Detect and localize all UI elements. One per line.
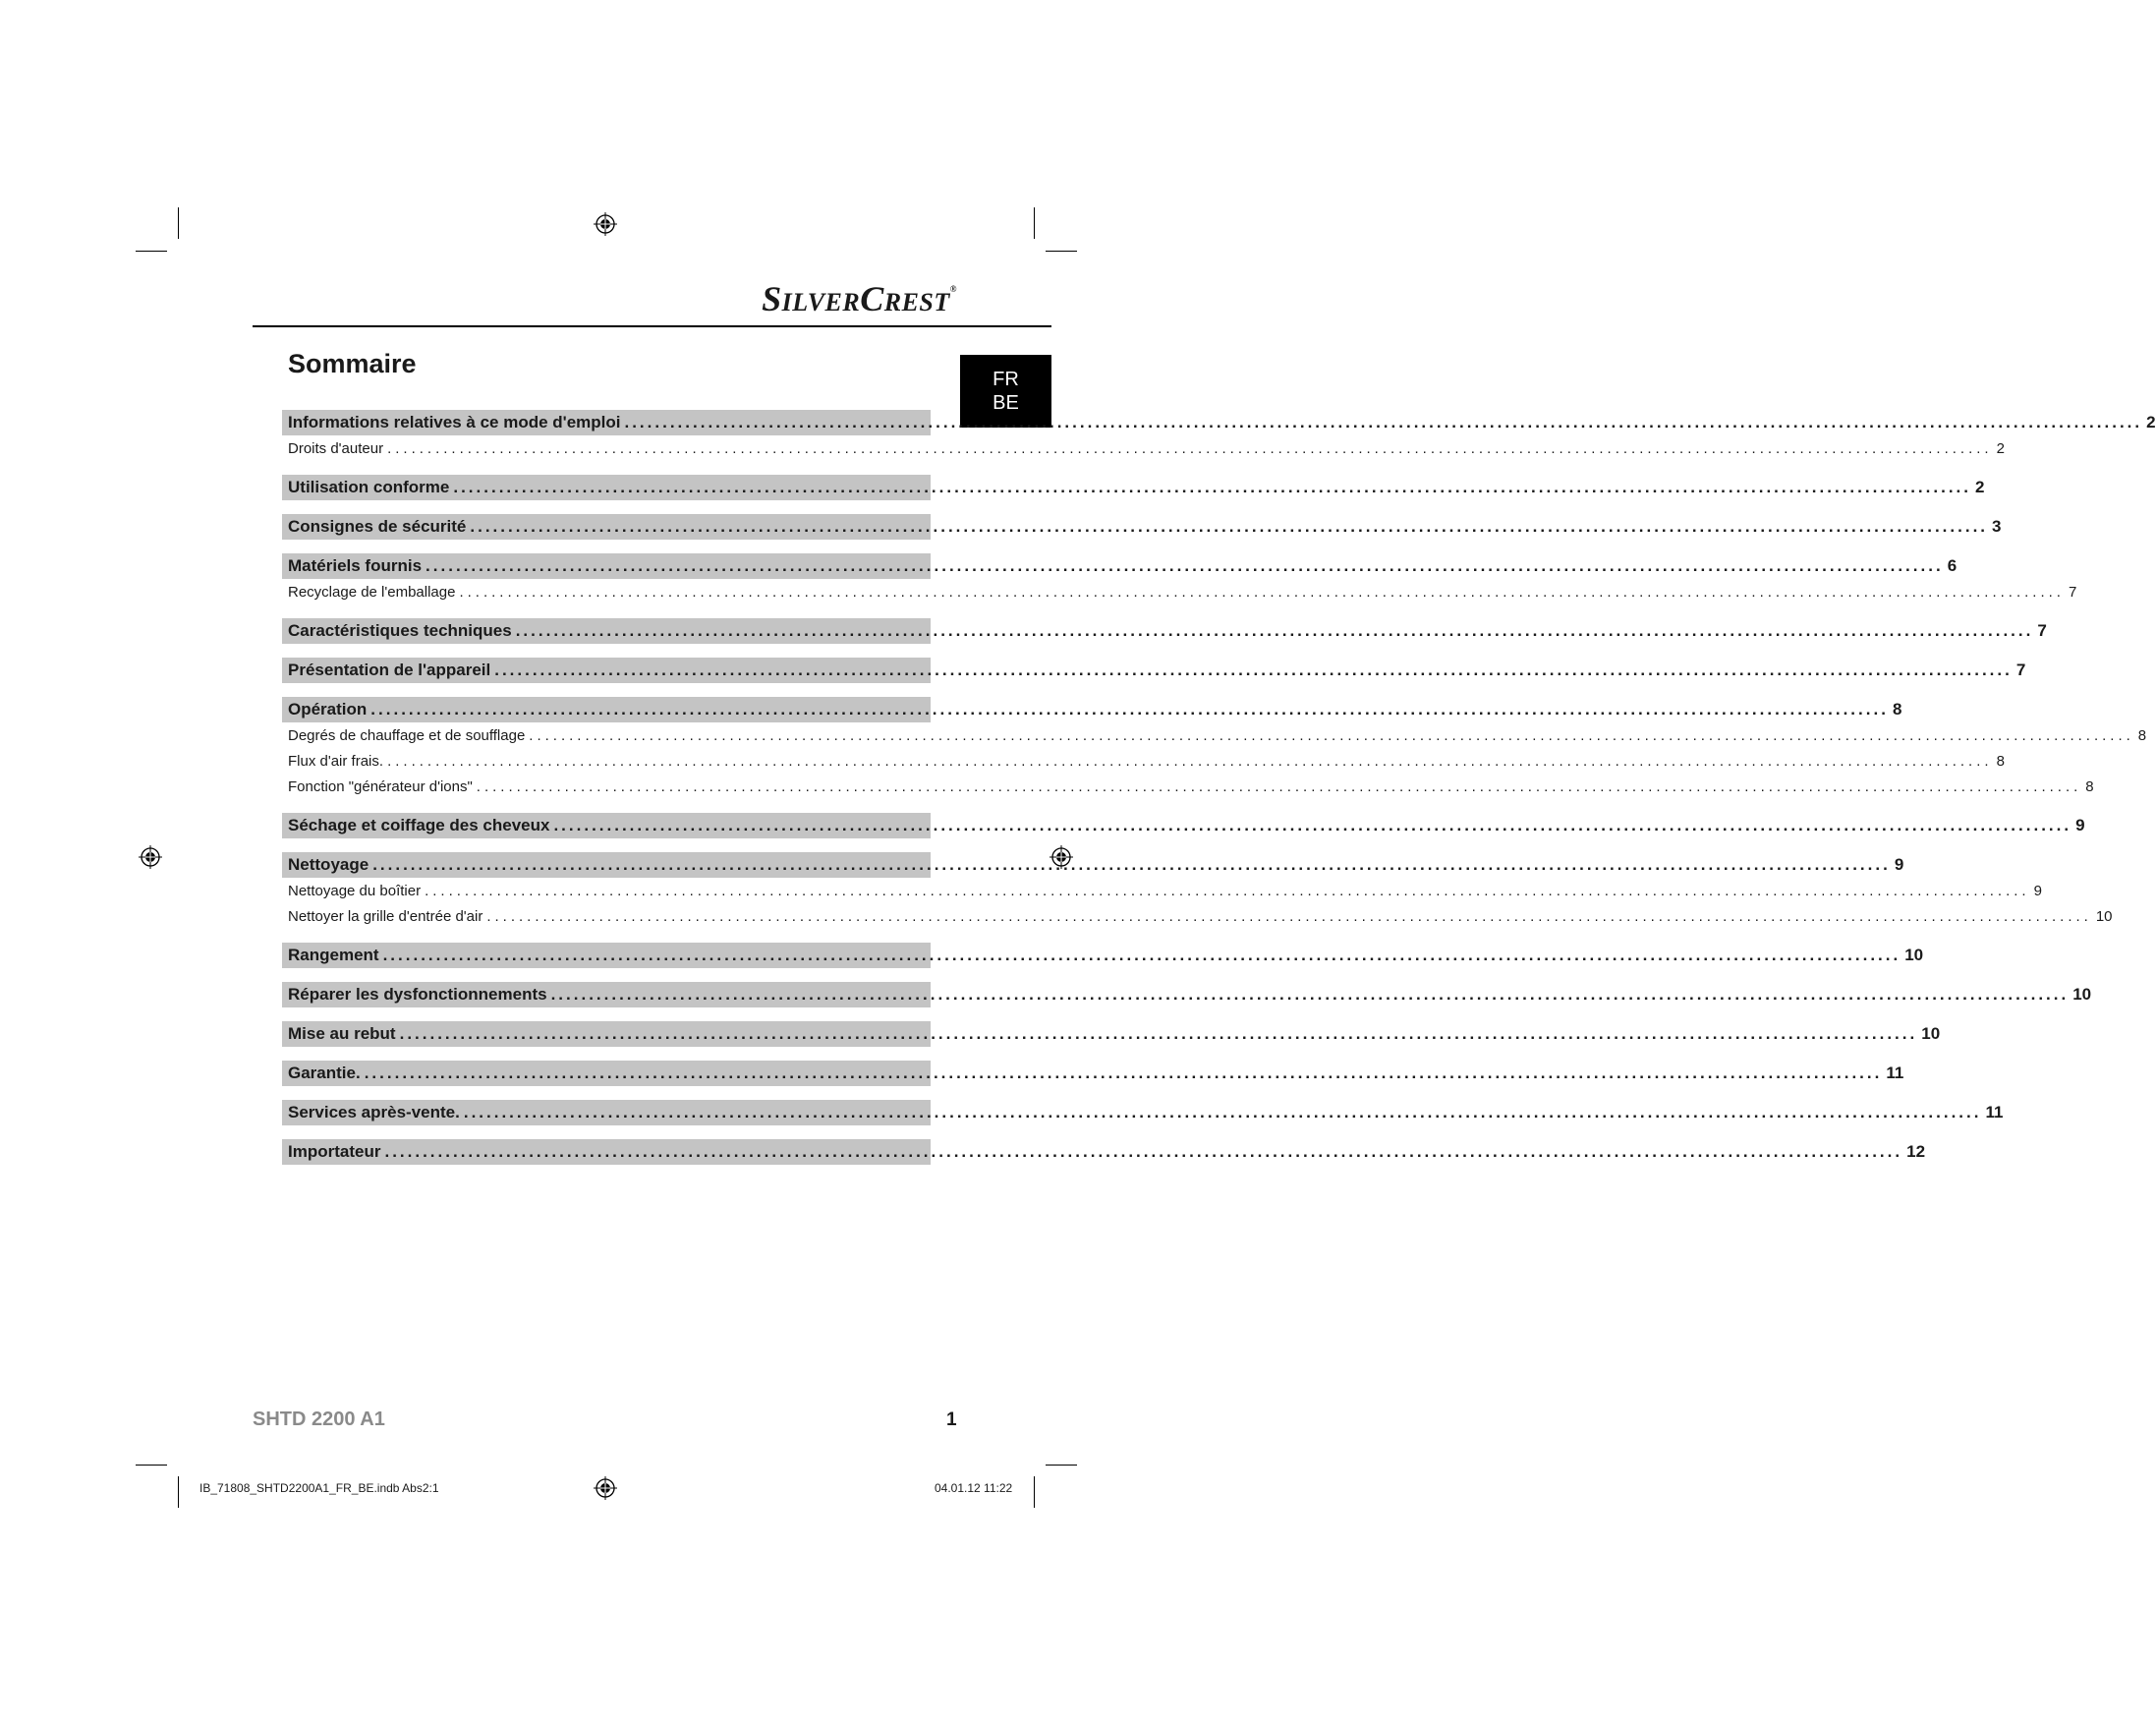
crop-mark — [1034, 1476, 1035, 1508]
toc-page-number: 6 — [1947, 556, 1957, 575]
toc-leader: ........................................................................................................................................................................................................ — [382, 946, 1901, 964]
toc-title: Recyclage de l'emballage — [288, 583, 456, 601]
model-number: SHTD 2200 A1 — [253, 1409, 385, 1430]
toc-leader: ........................................................................................................................................................................................................ — [553, 816, 2072, 834]
registration-mark-icon — [594, 1476, 617, 1500]
toc-page-number: 7 — [2037, 621, 2047, 640]
toc-leader: ........................................................................................................................................................................................................ — [453, 478, 1971, 496]
toc-title: Caractéristiques techniques — [288, 621, 512, 640]
toc-page-number: 8 — [1996, 752, 2005, 770]
toc-leader: ........................................................................................................................................................................................................ — [624, 413, 2143, 431]
toc-section — [282, 1061, 1904, 1086]
toc-leader: ........................................................................................................................................................................................................ — [486, 907, 2092, 925]
toc-leader: ........................................................................................................................................................................................................ — [399, 1024, 1918, 1043]
toc-page-number: 8 — [1892, 700, 1902, 719]
toc-title: Utilisation conforme — [288, 478, 450, 496]
toc-title: Séchage et coiffage des cheveux — [288, 816, 550, 834]
toc-page-number: 10 — [1921, 1024, 1941, 1043]
registration-mark-icon — [594, 212, 617, 236]
toc-page-number: 10 — [2072, 985, 2092, 1004]
print-slug-date: 04.01.12 11:22 — [935, 1481, 1013, 1495]
toc-subsection — [282, 903, 2113, 929]
toc-section — [282, 982, 2092, 1007]
toc-page-number: 12 — [1906, 1142, 1926, 1161]
toc-page-number: 11 — [1985, 1103, 2004, 1121]
toc-title: Nettoyage du boîtier — [288, 882, 422, 899]
toc-page-number: 9 — [2075, 816, 2085, 834]
page-title: Sommaire — [288, 349, 417, 378]
toc-section — [282, 813, 2085, 838]
toc-title: Informations relatives à ce mode d'emploi — [288, 413, 621, 431]
toc-subsection — [282, 435, 2005, 461]
toc-page-number: 7 — [2015, 661, 2026, 679]
toc-title: Réparer les dysfonctionnements — [288, 985, 547, 1004]
toc-page-number: 9 — [2033, 882, 2042, 899]
table-of-contents — [282, 410, 2156, 1165]
toc-title: Nettoyage — [288, 855, 369, 874]
toc-leader: ........................................................................................................................................................................................................ — [550, 985, 2070, 1004]
toc-section — [282, 553, 1957, 579]
crop-mark — [136, 251, 167, 252]
crop-mark — [178, 207, 179, 239]
toc-leader: ........................................................................................................................................................................................................ — [529, 726, 2134, 744]
brand-logo: SILVERCREST® — [762, 279, 957, 318]
toc-section — [282, 658, 2026, 683]
toc-section — [282, 697, 1902, 722]
crop-mark — [1046, 251, 1077, 252]
toc-subsection — [282, 748, 2005, 774]
toc-section — [282, 1139, 1926, 1165]
toc-section — [282, 618, 2047, 644]
toc-page-number: 10 — [2095, 907, 2113, 925]
toc-leader: ........................................................................................................................................................................................................ — [463, 1103, 1982, 1121]
crop-mark — [1034, 207, 1035, 239]
toc-leader: ........................................................................................................................................................................................................ — [425, 882, 2030, 899]
toc-section — [282, 943, 1924, 968]
print-slug-file: IB_71808_SHTD2200A1_FR_BE.indb Abs2:1 — [199, 1481, 439, 1495]
toc-title: Degrés de chauffage et de soufflage — [288, 726, 526, 744]
toc-subsection — [282, 774, 2094, 799]
crop-mark — [136, 1465, 167, 1466]
registration-mark-icon — [139, 845, 162, 869]
toc-leader: ........................................................................................................................................................................................................ — [372, 855, 1891, 874]
toc-leader: ........................................................................................................................................................................................................ — [387, 439, 1993, 457]
toc-title: Fonction "générateur d'ions" — [288, 777, 473, 795]
toc-page-number: 7 — [2068, 583, 2077, 601]
toc-section — [282, 475, 1985, 500]
toc-page-number: 10 — [1904, 946, 1924, 964]
toc-leader: ........................................................................................................................................................................................................ — [494, 661, 2013, 679]
toc-page-number: 8 — [2085, 777, 2094, 795]
toc-leader: ........................................................................................................................................................................................................ — [364, 1064, 1883, 1082]
toc-section — [282, 514, 2002, 540]
toc-section — [282, 410, 2156, 435]
toc-page-number: 3 — [1992, 517, 2002, 536]
toc-title: Droits d'auteur — [288, 439, 384, 457]
toc-leader: ........................................................................................................................................................................................................ — [370, 700, 1889, 719]
header-rule — [253, 325, 1051, 327]
toc-page-number: 8 — [2137, 726, 2147, 744]
toc-leader: ........................................................................................................................................................................................................ — [476, 777, 2082, 795]
toc-title: Matériels fournis — [288, 556, 423, 575]
toc-title: Opération — [288, 700, 368, 719]
toc-title: Services après-vente. — [288, 1103, 460, 1121]
toc-leader: ........................................................................................................................................................................................................ — [459, 583, 2065, 601]
toc-leader: ........................................................................................................................................................................................................ — [515, 621, 2034, 640]
toc-leader: ........................................................................................................................................................................................................ — [387, 752, 1993, 770]
toc-section — [282, 852, 1904, 878]
toc-leader: ........................................................................................................................................................................................................ — [384, 1142, 1903, 1161]
toc-page-number: 2 — [1996, 439, 2005, 457]
toc-title: Garantie. — [288, 1064, 361, 1082]
toc-page-number: 9 — [1894, 855, 1904, 874]
crop-mark — [1046, 1465, 1077, 1466]
toc-page-number: 2 — [2146, 413, 2156, 431]
toc-title: Présentation de l'appareil — [288, 661, 491, 679]
toc-title: Flux d'air frais. — [288, 752, 384, 770]
language-code: BE — [993, 392, 1019, 414]
page-number: 1 — [946, 1409, 957, 1430]
toc-subsection — [282, 722, 2147, 748]
toc-title: Mise au rebut — [288, 1024, 396, 1043]
toc-leader: ........................................................................................................................................................................................................ — [470, 517, 1989, 536]
toc-section — [282, 1021, 1941, 1047]
toc-subsection — [282, 579, 2077, 604]
crop-mark — [178, 1476, 179, 1508]
toc-page-number: 2 — [1975, 478, 1985, 496]
toc-subsection — [282, 878, 2042, 903]
toc-leader: ........................................................................................................................................................................................................ — [426, 556, 1944, 575]
toc-title: Nettoyer la grille d'entrée d'air — [288, 907, 483, 925]
language-code: FR — [993, 369, 1019, 390]
toc-title: Consignes de sécurité — [288, 517, 467, 536]
toc-title: Rangement — [288, 946, 379, 964]
toc-title: Importateur — [288, 1142, 381, 1161]
toc-section — [282, 1100, 2004, 1125]
toc-page-number: 11 — [1886, 1064, 1904, 1082]
